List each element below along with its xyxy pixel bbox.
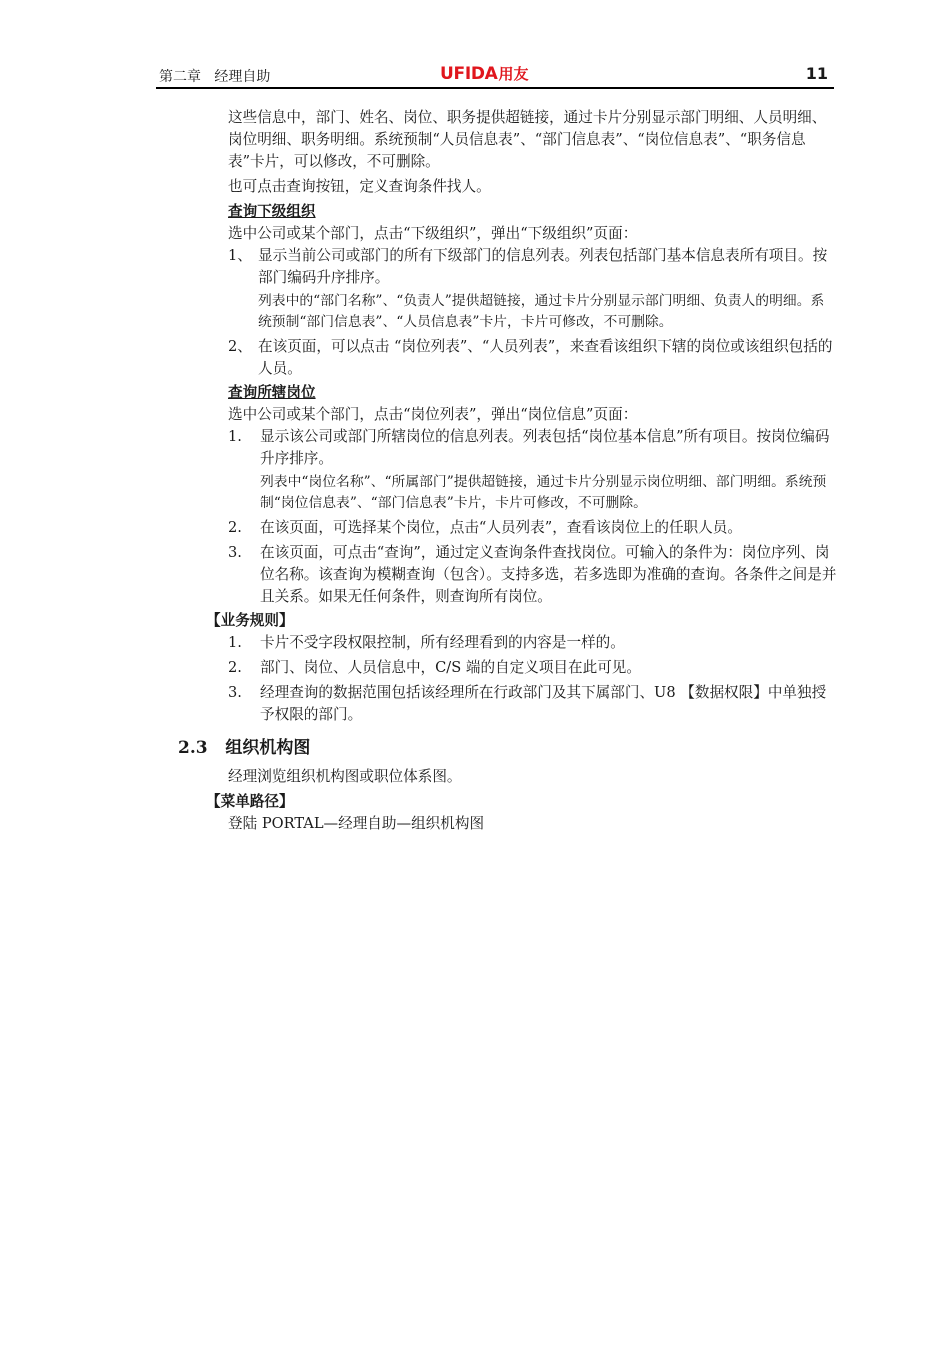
list-item-text: 显示该公司或部门所辖岗位的信息列表。列表包括“岗位基本信息”所有项目。按岗位编码升序排序。 xyxy=(260,428,830,467)
query-hint-paragraph: 也可点击查询按钮，定义查询条件找人。 xyxy=(228,178,491,195)
list-item-number: 3. xyxy=(228,684,242,701)
list-item-text: 经理查询的数据范围包括该经理所在行政部门及其下属部门、U8 【数据权限】中单独授予权限的部门。 xyxy=(260,684,827,723)
list-item-number: 2、 xyxy=(228,338,252,355)
list-item xyxy=(228,632,838,654)
list-item xyxy=(228,542,838,608)
list-item-number: 3. xyxy=(228,544,242,561)
header-divider xyxy=(156,87,834,89)
chapter-title: 第二章 经理自助 xyxy=(159,69,271,85)
page-number: 11 xyxy=(805,64,828,83)
list-item xyxy=(228,682,838,726)
ufida-logo xyxy=(440,63,529,84)
list-item-text: 在该页面，可以点击 “岗位列表”、“人员列表”，来查看该组织下辖的岗位或该组织包括的人员。 xyxy=(258,338,833,377)
heading-posts: 查询所辖岗位 xyxy=(228,384,316,401)
section-description: 经理浏览组织机构图或职位体系图。 xyxy=(228,768,462,785)
list-item-note: 列表中“岗位名称”、“所属部门”提供超链接，通过卡片分别显示岗位明细、部门明细。系统预制“岗位信息表”、“部门信息表”卡片，卡片可修改，不可删除。 xyxy=(260,474,827,511)
list-item-text: 卡片不受字段权限控制，所有经理看到的内容是一样的。 xyxy=(260,634,625,651)
list-item-number: 1. xyxy=(228,428,242,445)
list-item-note: 列表中的“部门名称”、“负责人”提供超链接，通过卡片分别显示部门明细、负责人的明细。系统预制“部门信息表”、“人员信息表”卡片，卡片可修改，不可删除。 xyxy=(258,293,825,330)
page-header xyxy=(156,62,834,88)
list-item xyxy=(228,657,838,679)
business-rules-title: 【业务规则】 xyxy=(206,612,294,629)
list-item xyxy=(228,245,838,289)
list-item-text: 显示当前公司或部门的所有下级部门的信息列表。列表包括部门基本信息表所有项目。按部门编码升序排序。 xyxy=(258,247,828,286)
section-title: 组织机构图 xyxy=(225,738,311,758)
list-item xyxy=(228,336,838,380)
list-item-number: 1、 xyxy=(228,247,252,264)
intro-paragraph: 这些信息中，部门、姓名、岗位、职务提供超链接，通过卡片分别显示部门明细、人员明细、岗位明细、职务明细。系统预制“人员信息表”、“部门信息表”、“岗位信息表”、“职务信息表”卡片，可以修改，不可删除。 xyxy=(228,109,827,170)
list-item xyxy=(228,426,838,470)
list-item-number: 2. xyxy=(228,659,242,676)
heading-sub-org: 查询下级组织 xyxy=(228,203,316,220)
list-item-text: 在该页面，可选择某个岗位，点击“人员列表”，查看该岗位上的任职人员。 xyxy=(260,519,742,536)
logo-chinese-text: 用友 xyxy=(498,65,529,83)
list-item-text: 在该页面，可点击“查询”，通过定义查询条件查找岗位。可输入的条件为：岗位序列、岗位名称。该查询为模糊查询（包含）。支持多选，若多选即为准确的查询。各条件之间是并且关系。如果无任何条件，则查询所有岗位。 xyxy=(260,544,837,605)
section-number: 2.3 xyxy=(178,738,208,758)
list-item-number: 2. xyxy=(228,519,242,536)
list-item-text: 部门、岗位、人员信息中，C/S 端的自定义项目在此可见。 xyxy=(260,659,641,676)
section-heading xyxy=(178,736,838,760)
sub-org-intro: 选中公司或某个部门，点击“下级组织”，弹出“下级组织”页面： xyxy=(228,225,638,242)
logo-latin-text: UFIDA xyxy=(440,64,498,84)
menu-path-title: 【菜单路径】 xyxy=(206,793,294,810)
menu-path: 登陆 PORTAL—经理自助—组织机构图 xyxy=(228,815,485,832)
sub-org-list xyxy=(228,245,838,380)
list-item-number: 1. xyxy=(228,634,242,651)
page-body xyxy=(178,107,838,835)
posts-intro: 选中公司或某个部门，点击“岗位列表”，弹出“岗位信息”页面： xyxy=(228,406,638,423)
business-rules-list xyxy=(228,632,838,726)
posts-list xyxy=(228,426,838,608)
list-item xyxy=(228,517,838,539)
